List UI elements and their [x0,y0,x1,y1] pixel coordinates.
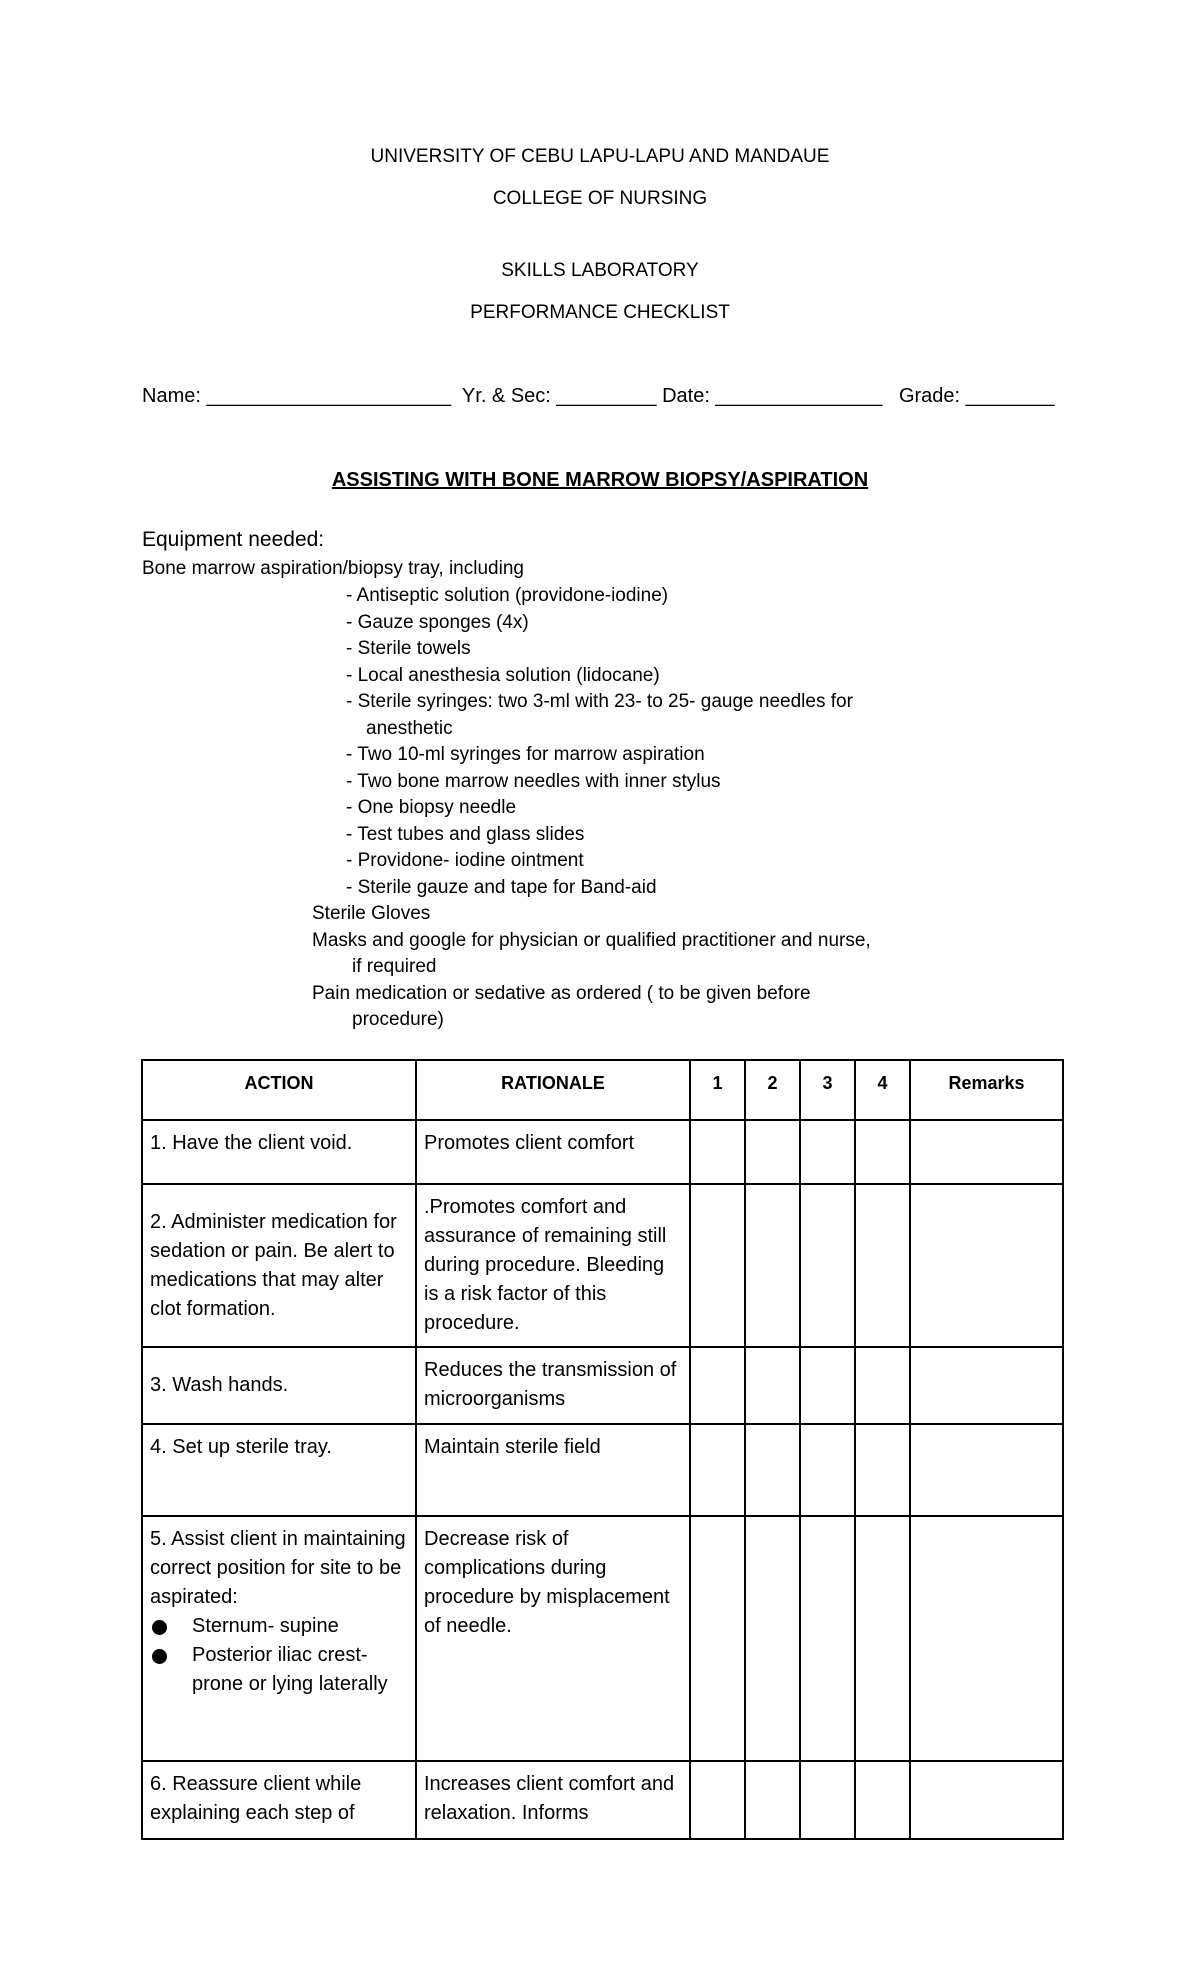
rationale-cell: Maintain sterile field [416,1424,690,1516]
table-row [142,1347,1063,1424]
score-cell-1 [690,1424,745,1516]
table-row [142,1516,1063,1761]
performance-checklist-table [141,1059,1064,1840]
department-name: SKILLS LABORATORY [501,260,699,281]
header-rationale: RATIONALE [416,1060,690,1120]
score-cell-3 [800,1120,855,1184]
score-cell-3 [800,1184,855,1347]
student-info-fields: Name: ______________________ Yr. & Sec: _________ Date: _______________ Grade: ________ [142,385,1055,407]
rationale-cell: Reduces the transmission of microorganisms [416,1347,690,1424]
other-equipment-item: Pain medication or sedative as ordered ( to be given before procedure) [312,982,811,1030]
header-action: ACTION [142,1060,416,1120]
score-cell-1 [690,1516,745,1761]
action-cell: 2. Administer medication for sedation or pain. Be alert to medications that may alter clot formation. [142,1184,416,1347]
header-score-2: 2 [745,1060,800,1120]
table-header-row [142,1060,1063,1120]
header-score-4: 4 [855,1060,910,1120]
bullet-icon [152,1649,167,1664]
form-type: PERFORMANCE CHECKLIST [470,302,730,323]
other-equipment-item: Sterile Gloves [312,903,431,924]
tray-item: - Local anesthesia solution (lidocane) [346,664,660,686]
remarks-cell [910,1120,1063,1184]
action-text: 5. Assist client in maintaining correct position for site to be aspirated: [150,1528,406,1608]
tray-item: - Gauze sponges (4x) [346,611,529,633]
header-remarks: Remarks [910,1060,1063,1120]
rationale-cell: Increases client comfort and relaxation. Informs [416,1761,690,1839]
university-name: UNIVERSITY OF CEBU LAPU-LAPU AND MANDAUE [370,146,830,167]
table-row [142,1184,1063,1347]
tray-item: - Sterile gauze and tape for Band-aid [346,876,657,898]
other-equipment-list [312,901,872,1034]
table-row [142,1424,1063,1516]
remarks-cell [910,1516,1063,1761]
score-cell-1 [690,1120,745,1184]
tray-item: - Test tubes and glass slides [346,823,585,845]
score-cell-2 [745,1120,800,1184]
score-cell-2 [745,1424,800,1516]
table-row [142,1761,1063,1839]
rationale-cell: Decrease risk of complications during procedure by misplacement of needle. [416,1516,690,1761]
bullet-text: Sternum- supine [192,1615,339,1637]
tray-item-list [346,583,906,901]
action-cell: 3. Wash hands. [142,1347,416,1424]
bullet-text: Posterior iliac crest- prone or lying laterally [192,1644,388,1695]
other-equipment-item: Masks and google for physician or qualified practitioner and nurse, if required [312,929,871,977]
score-cell-4 [855,1120,910,1184]
tray-item: - Two bone marrow needles with inner stylus [346,770,721,792]
equipment-intro: Bone marrow aspiration/biopsy tray, including [142,558,524,579]
bullet-item [150,1612,408,1641]
tray-item: - Antiseptic solution (providone-iodine) [346,585,669,606]
tray-item: - Two 10-ml syringes for marrow aspiration [346,744,705,765]
score-cell-2 [745,1184,800,1347]
remarks-cell [910,1761,1063,1839]
tray-item: - Providone- iodine ointment [346,850,584,871]
tray-item: - Sterile syringes: two 3-ml with 23- to 25- gauge needles for anesthetic [346,691,853,739]
equipment-heading: Equipment needed: [142,528,325,551]
score-cell-3 [800,1516,855,1761]
action-cell: 1. Have the client void. [142,1120,416,1184]
score-cell-4 [855,1424,910,1516]
action-cell: 6. Reassure client while explaining each step of [142,1761,416,1839]
score-cell-3 [800,1424,855,1516]
score-cell-2 [745,1347,800,1424]
header-score-1: 1 [690,1060,745,1120]
remarks-cell [910,1347,1063,1424]
score-cell-4 [855,1516,910,1761]
score-cell-1 [690,1184,745,1347]
remarks-cell [910,1184,1063,1347]
procedure-title: ASSISTING WITH BONE MARROW BIOPSY/ASPIRATION [331,469,869,491]
score-cell-3 [800,1761,855,1839]
action-cell [142,1516,416,1761]
tray-item: - Sterile towels [346,638,471,659]
score-cell-4 [855,1347,910,1424]
score-cell-1 [690,1761,745,1839]
rationale-cell: Promotes client comfort [416,1120,690,1184]
score-cell-2 [745,1761,800,1839]
table-row [142,1120,1063,1184]
score-cell-3 [800,1347,855,1424]
bullet-icon [152,1620,167,1635]
position-bullet-list [150,1612,408,1699]
score-cell-4 [855,1761,910,1839]
action-cell: 4. Set up sterile tray. [142,1424,416,1516]
score-cell-2 [745,1516,800,1761]
remarks-cell [910,1424,1063,1516]
college-name: COLLEGE OF NURSING [492,188,708,209]
score-cell-4 [855,1184,910,1347]
bullet-item [150,1641,408,1699]
rationale-cell: .Promotes comfort and assurance of remaining still during procedure. Bleeding is a risk factor of this procedure. [416,1184,690,1347]
tray-item: - One biopsy needle [346,797,517,818]
header-score-3: 3 [800,1060,855,1120]
score-cell-1 [690,1347,745,1424]
